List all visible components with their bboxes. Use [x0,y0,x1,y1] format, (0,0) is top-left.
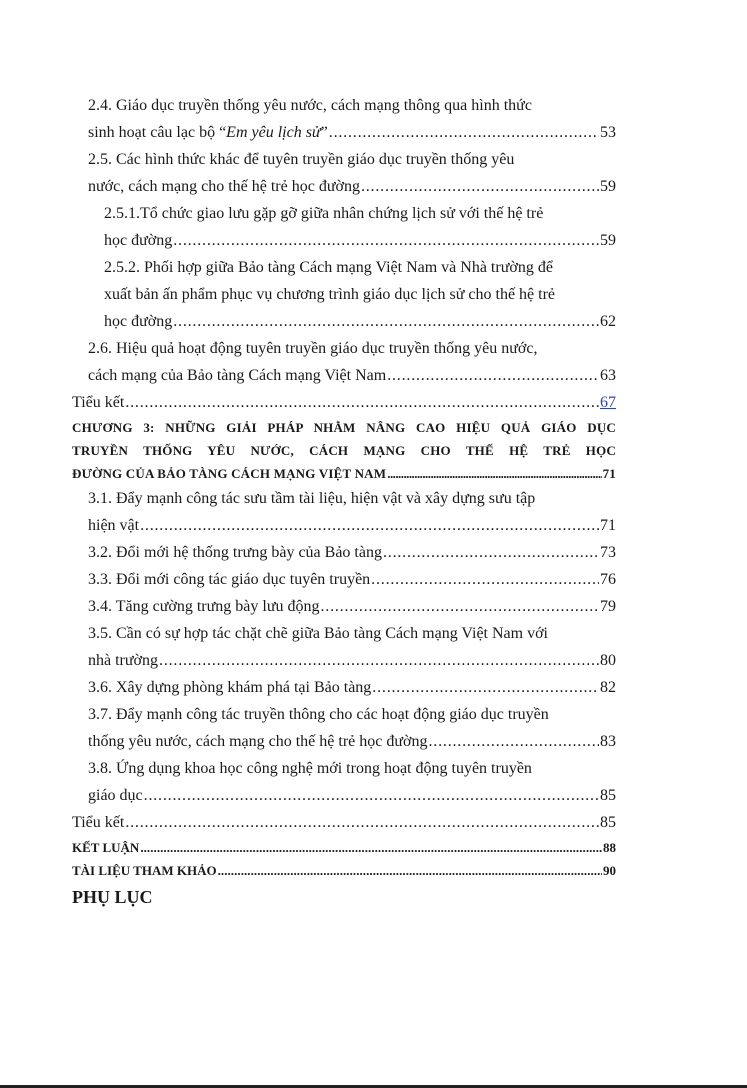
dot-leader [218,859,602,882]
dot-leader [372,674,599,701]
toc-entry-3-5[interactable] [72,620,616,674]
toc-entry-3-7[interactable] [72,701,616,755]
page-number: 82 [600,679,616,696]
toc-entry-2-5[interactable] [72,146,616,200]
toc-entry-phu-luc[interactable] [72,884,616,910]
toc-entry-text: hiện vật [88,517,140,534]
dot-leader [429,728,600,755]
page-number: 73 [600,544,616,561]
toc-entry-2-5-2[interactable] [72,254,616,335]
toc-entry-3-4[interactable] [72,593,616,620]
toc-entry-text: 2.5. Các hình thức khác để tuyên truyền giáo dục truyền thống yêu [88,151,515,168]
toc-entry-2-5-1[interactable] [72,200,616,254]
page-number: 80 [600,652,616,669]
page-number: 88 [603,840,616,855]
toc-entry-text: học đường [104,313,173,330]
toc-entry-emphasis: Em yêu lịch sử [226,124,321,141]
dot-leader [140,512,599,539]
toc-entry-chapter-3[interactable] [72,416,616,485]
page-number: 53 [600,124,616,141]
toc-entry-text: học đường [104,232,173,249]
page-number: 59 [600,178,616,195]
page-number: 62 [600,313,616,330]
toc-entry-text: nhà trường [88,652,159,669]
toc-entry-ket-luan[interactable] [72,836,616,859]
toc-entry-text: thống yêu nước, cách mạng cho thế hệ trẻ học đường [88,733,428,750]
toc-entry-text: nước, cách mạng cho thế hệ trẻ học đường [88,178,360,195]
page-number-link[interactable]: 67 [600,394,616,411]
toc-entry-text: 3.7. Đẩy mạnh công tác truyền thông cho các hoạt động giáo dục truyền [88,706,549,723]
toc-entry-2-4[interactable] [72,92,616,146]
page-number: 79 [600,598,616,615]
toc-entry-text: 3.3. Đổi mới công tác giáo dục tuyên truyền [88,571,371,588]
toc-entry-3-6[interactable] [72,674,616,701]
dot-leader [159,647,599,674]
toc-entry-text: giáo dục [88,787,143,804]
dot-leader [320,593,599,620]
chapter-heading-text: TRUYỀN THỐNG YÊU NƯỚC, CÁCH MẠNG CHO THẾ HỆ TRẺ HỌC [72,443,616,458]
dot-leader [173,227,599,254]
dot-leader [144,782,599,809]
toc-entry-text: 3.6. Xây dựng phòng khám phá tại Bảo tàng [88,679,372,696]
dot-leader [125,809,599,836]
chapter-heading-text: ĐƯỜNG CỦA BẢO TÀNG CÁCH MẠNG VIỆT NAM [72,466,387,481]
table-of-contents [72,92,616,910]
page-number: 71 [602,466,616,481]
page-number: 71 [600,517,616,534]
toc-entry-text: ” [320,124,328,141]
toc-entry-text: KẾT LUẬN [72,840,140,855]
dot-leader [173,308,599,335]
page-number: 76 [600,571,616,588]
toc-entry-text: 3.1. Đẩy mạnh công tác sưu tầm tài liệu, hiện vật và xây dựng sưu tập [88,490,536,507]
toc-entry-tai-lieu-tham-khao[interactable] [72,859,616,882]
page-number: 90 [603,863,616,878]
toc-entry-text: Tiểu kết [72,394,125,411]
toc-entry-text: 2.4. Giáo dục truyền thống yêu nước, cách mạng thông qua hình thức [88,97,532,114]
chapter-heading-text: CHƯƠNG 3: NHỮNG GIẢI PHÁP NHẰM NÂNG CAO HIỆU QUẢ GIÁO DỤC [72,420,616,435]
dot-leader [383,539,599,566]
toc-entry-text: 2.5.1.Tổ chức giao lưu gặp gỡ giữa nhân chứng lịch sử với thế hệ trẻ [104,205,544,222]
toc-entry-text: TÀI LIỆU THAM KHẢO [72,863,217,878]
page-number: 59 [600,232,616,249]
toc-entry-tieu-ket-3[interactable] [72,809,616,836]
dot-leader [329,119,599,146]
dot-leader [140,836,602,859]
dot-leader [371,566,599,593]
dot-leader [125,389,599,416]
toc-entry-3-3[interactable] [72,566,616,593]
toc-entry-tieu-ket-2[interactable] [72,389,616,416]
toc-entry-text: 2.5.2. Phối hợp giữa Bảo tàng Cách mạng Việt Nam và Nhà trường để [104,259,553,276]
dot-leader [387,462,601,485]
toc-entry-text: PHỤ LỤC [72,887,153,907]
toc-entry-3-8[interactable] [72,755,616,809]
page-number: 83 [600,733,616,750]
dot-leader [387,362,599,389]
toc-entry-text: 3.8. Ứng dụng khoa học công nghệ mới trong hoạt động tuyên truyền [88,760,532,777]
page-number: 85 [600,787,616,804]
toc-entry-text: cách mạng của Bảo tàng Cách mạng Việt Nam [88,367,387,384]
toc-entry-2-6[interactable] [72,335,616,389]
toc-entry-text: sinh hoạt câu lạc bộ “ [88,124,227,141]
dot-leader [361,173,599,200]
page-number: 85 [600,814,616,831]
toc-entry-3-2[interactable] [72,539,616,566]
toc-entry-text: 3.4. Tăng cường trưng bày lưu động [88,598,320,615]
toc-entry-text: 2.6. Hiệu quả hoạt động tuyên truyền giáo dục truyền thống yêu nước, [88,340,538,357]
toc-entry-text: 3.5. Cần có sự hợp tác chặt chẽ giữa Bảo tàng Cách mạng Việt Nam với [88,625,548,642]
toc-entry-text: xuất bản ấn phẩm phục vụ chương trình giáo dục lịch sử cho thế hệ trẻ [104,286,556,303]
page-number: 63 [600,367,616,384]
toc-entry-3-1[interactable] [72,485,616,539]
toc-entry-text: 3.2. Đổi mới hệ thống trưng bày của Bảo tàng [88,544,382,561]
toc-entry-text: Tiểu kết [72,814,125,831]
